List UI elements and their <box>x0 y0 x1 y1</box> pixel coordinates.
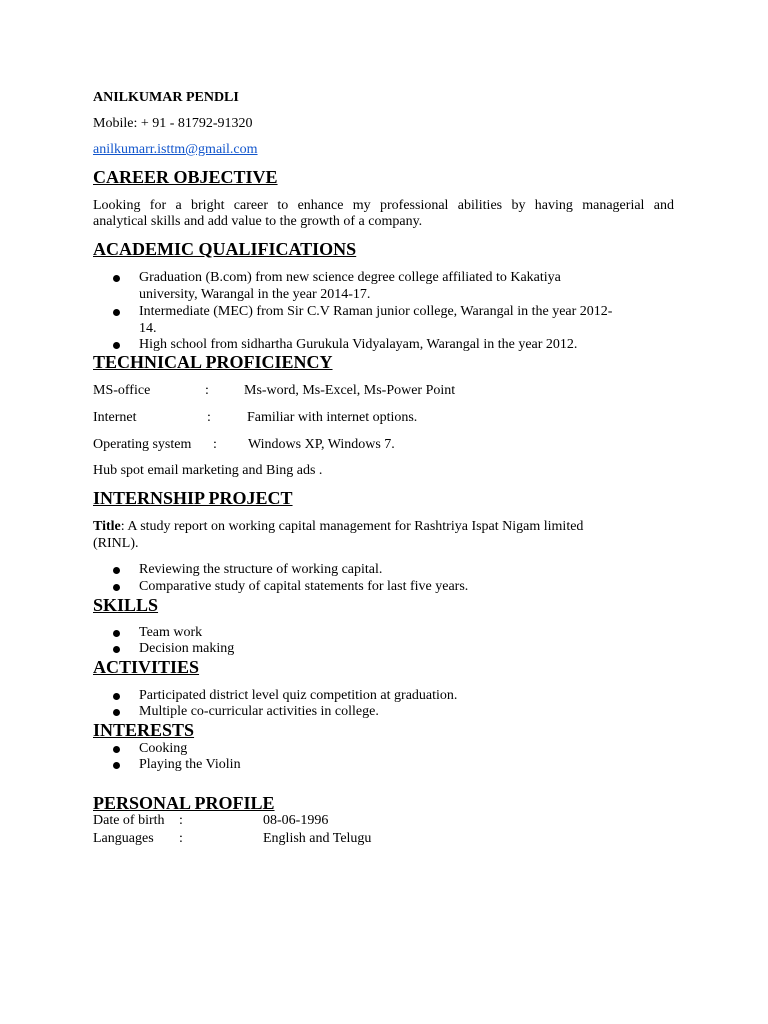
list-item-text: Intermediate (MEC) from Sir C.V Raman junior college, Warangal in the year 2012- <box>139 304 613 319</box>
technical-heading: TECHNICAL PROFICIENCY <box>93 352 333 372</box>
internship-title-cont: (RINL). <box>93 536 139 551</box>
technical-label: Internet <box>93 410 137 425</box>
bullet-icon <box>113 693 120 700</box>
technical-value: Familiar with internet options. <box>247 410 418 425</box>
technical-separator: : <box>207 410 211 425</box>
internship-heading: INTERNSHIP PROJECT <box>93 488 293 508</box>
list-item-text: Team work <box>139 625 203 640</box>
email-link[interactable]: anilkumarr.isttm@gmail.com <box>93 142 258 157</box>
personal-separator: : <box>179 831 183 846</box>
technical-extra: Hub spot email marketing and Bing ads . <box>93 463 323 478</box>
bullet-icon <box>113 342 120 349</box>
list-item-text: Multiple co-curricular activities in college. <box>139 704 379 719</box>
technical-separator: : <box>205 383 209 398</box>
personal-label: Date of birth <box>93 813 165 828</box>
list-item-text: Reviewing the structure of working capital. <box>139 562 383 577</box>
personal-label: Languages <box>93 831 154 846</box>
personal-value: English and Telugu <box>263 831 372 846</box>
bullet-icon <box>113 762 120 769</box>
candidate-name: ANILKUMAR PENDLI <box>93 90 239 105</box>
bullet-icon <box>113 584 120 591</box>
bullet-icon <box>113 309 120 316</box>
bullet-icon <box>113 567 120 574</box>
mobile-number: Mobile: + 91 - 81792-91320 <box>93 116 253 131</box>
internship-title-label: Title <box>93 519 121 534</box>
technical-label: Operating system <box>93 437 192 452</box>
bullet-icon <box>113 746 120 753</box>
career-objective-line1: Looking for a bright career to enhance my professional abilities by having managerial and <box>93 198 674 213</box>
personal-separator: : <box>179 813 183 828</box>
personal-heading: PERSONAL PROFILE <box>93 793 275 813</box>
bullet-icon <box>113 709 120 716</box>
bullet-icon <box>113 630 120 637</box>
technical-value: Ms-word, Ms-Excel, Ms-Power Point <box>244 383 456 398</box>
academic-heading: ACADEMIC QUALIFICATIONS <box>93 239 357 259</box>
list-item-text: Graduation (B.com) from new science degree college affiliated to Kakatiya <box>139 270 561 285</box>
technical-separator: : <box>213 437 217 452</box>
list-item-text: Cooking <box>139 741 188 756</box>
internship-title-text: : A study report on working capital management for Rashtriya Ispat Nigam limited <box>120 519 584 534</box>
list-item-text: High school from sidhartha Gurukula Vidyalayam, Warangal in the year 2012. <box>139 337 578 352</box>
list-item-text: university, Warangal in the year 2014-17. <box>139 287 371 302</box>
bullet-icon <box>113 275 120 282</box>
list-item-text: Participated district level quiz competition at graduation. <box>139 688 458 703</box>
list-item-text: Decision making <box>139 641 235 656</box>
bullet-icon <box>113 646 120 653</box>
list-item-text: 14. <box>139 321 157 336</box>
internship-title <box>93 518 583 535</box>
personal-value: 08-06-1996 <box>263 813 329 828</box>
technical-value: Windows XP, Windows 7. <box>248 437 395 452</box>
skills-heading: SKILLS <box>93 595 159 615</box>
activities-heading: ACTIVITIES <box>93 657 200 677</box>
career-objective-heading: CAREER OBJECTIVE <box>93 167 278 187</box>
career-objective-line2: analytical skills and add value to the growth of a company. <box>93 214 423 229</box>
list-item-text: Comparative study of capital statements for last five years. <box>139 579 469 594</box>
list-item-text: Playing the Violin <box>139 757 241 772</box>
technical-label: MS-office <box>93 383 151 398</box>
interests-heading: INTERESTS <box>93 720 195 740</box>
